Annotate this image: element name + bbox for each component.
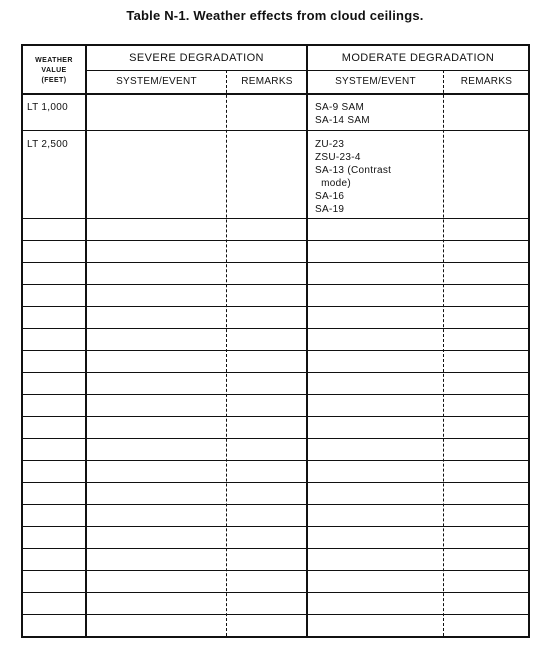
system-item: mode): [315, 178, 352, 189]
header-severe-remarks: REMARKS: [241, 76, 293, 87]
system-item: SA-16: [315, 191, 345, 202]
system-item: SA-9 SAM: [315, 102, 365, 113]
empty-row-rule: [23, 614, 528, 615]
system-item: SA-14 SAM: [315, 115, 370, 126]
row-rule: [23, 130, 528, 131]
row-2-moderate-systems: [315, 138, 391, 216]
header-bottom-rule: [23, 93, 528, 95]
empty-row-rule: [23, 570, 528, 571]
column-divider-dashed: [443, 70, 444, 636]
empty-row-rule: [23, 526, 528, 527]
empty-row-rule: [23, 218, 528, 219]
empty-row-rule: [23, 394, 528, 395]
header-rule: [87, 70, 530, 71]
empty-row-rule: [23, 592, 528, 593]
header-moderate-remarks: REMARKS: [460, 76, 513, 87]
empty-row-rule: [23, 350, 528, 351]
empty-row-rule: [23, 438, 528, 439]
empty-row-rule: [23, 306, 528, 307]
empty-row-rule: [23, 460, 528, 461]
table-title: Table N-1. Weather effects from cloud ceilings.: [126, 8, 424, 23]
empty-row-rule: [23, 416, 528, 417]
empty-row-rule: [23, 328, 528, 329]
system-item: ZU-23: [315, 139, 345, 150]
system-item: ZSU-23-4: [315, 152, 361, 163]
system-item: SA-19: [315, 204, 345, 215]
column-divider-dashed: [226, 70, 227, 636]
empty-row-rule: [23, 372, 528, 373]
header-weather-line: WEATHER: [35, 57, 73, 64]
system-item: SA-13 (Contrast: [315, 165, 392, 176]
empty-row-rule: [23, 262, 528, 263]
empty-row-rule: [23, 240, 528, 241]
header-weather-value: [23, 56, 85, 86]
empty-row-rule: [23, 548, 528, 549]
row-1-weather-value: LT 1,000: [27, 102, 68, 113]
row-1-moderate-systems: [315, 101, 370, 127]
header-severe-system-event: SYSTEM/EVENT: [116, 76, 197, 87]
empty-row-rule: [23, 284, 528, 285]
header-moderate-degradation: MODERATE DEGRADATION: [341, 52, 495, 64]
header-moderate-system-event: SYSTEM/EVENT: [335, 76, 416, 87]
header-severe-degradation: SEVERE DEGRADATION: [129, 52, 264, 64]
empty-row-rule: [23, 504, 528, 505]
weather-table: [21, 44, 530, 638]
empty-row-rule: [23, 636, 528, 637]
empty-row-rule: [23, 482, 528, 483]
row-2-weather-value: LT 2,500: [27, 139, 68, 150]
header-value-line: VALUE: [41, 67, 67, 74]
header-feet-line: (FEET): [41, 77, 67, 84]
